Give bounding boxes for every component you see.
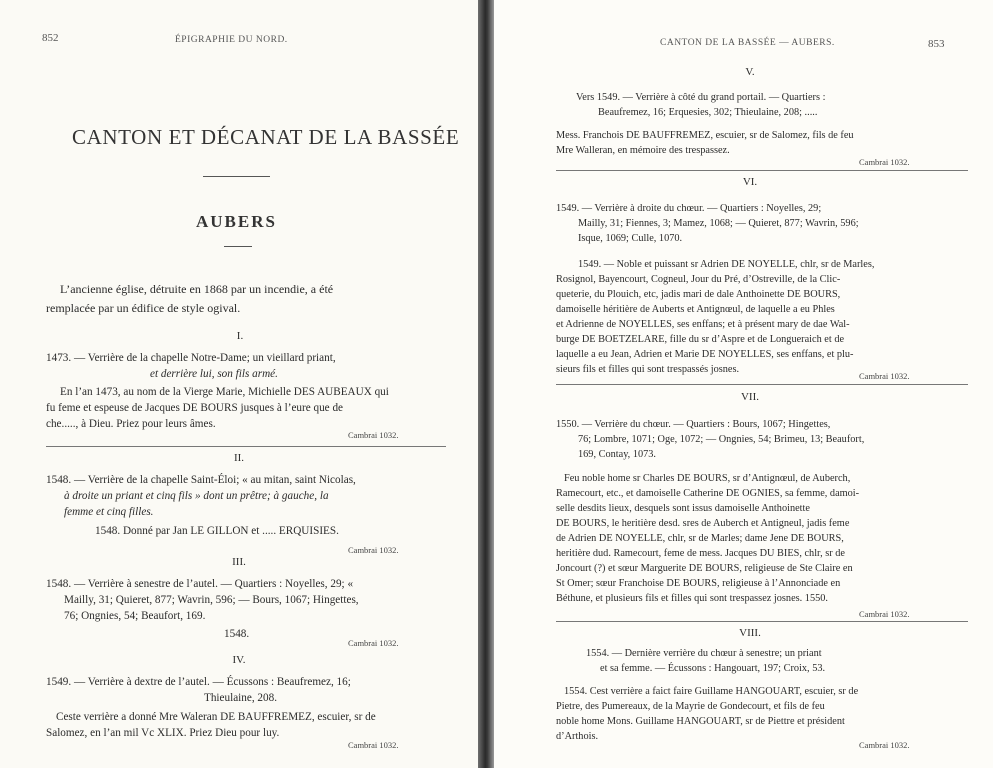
running-head: ÉPIGRAPHIE DU NORD. xyxy=(175,35,288,45)
entry-heading: 1548. — Verrière à senestre de l’autel. — Quartiers : Noyelles, 29; « Mailly, 31; Quieret, 877; Wavrin, 596; — Bours, 1067; Hingettes, 76; Ongnies, 54; Beaufort, 169. xyxy=(46,578,359,622)
section-separator xyxy=(46,446,446,447)
source-reference: Cambrai 1032. xyxy=(348,638,399,648)
entry-heading: Vers 1549. — Verrière à côté du grand portail. — Quartiers : Beaufremez, 16; Erquesies, 302; Thieulaine, 208; ..... xyxy=(576,92,826,118)
entry-heading: 1549. — Verrière à dextre de l’autel. — Écussons : Beaufremez, 16; Thieulaine, 208. xyxy=(46,676,351,704)
entry-text: En l’an 1473, au nom de la Vierge Marie, Michielle DES AUBEAUX qui fu feme et espeuse de Jacques DE BOURS jusques à l’eure que de che....., à Dieu. Priez pour leurs âmes. xyxy=(46,386,389,430)
source-reference: Cambrai 1032. xyxy=(859,740,910,750)
page-number: 853 xyxy=(928,38,945,50)
entry-heading: 1473. — Verrière de la chapelle Notre-Dame; un vieillard priant, et derrière lui, son fils armé. xyxy=(46,352,336,380)
section-numeral: V. xyxy=(745,66,755,78)
running-head: CANTON DE LA BASSÉE — AUBERS. xyxy=(660,38,835,48)
left-page xyxy=(0,0,478,768)
source-reference: Cambrai 1032. xyxy=(348,430,399,440)
entry-heading: 1554. — Dernière verrière du chœur à senestre; un priant et sa femme. — Écussons : Hangouart, 197; Croix, 53. xyxy=(586,648,826,674)
source-reference: Cambrai 1032. xyxy=(348,545,399,555)
source-reference: Cambrai 1032. xyxy=(348,740,399,750)
section-numeral: II. xyxy=(233,452,245,464)
entry-heading: 1548. — Verrière de la chapelle Saint-Éloi; « au mitan, saint Nicolas, à droite un priant et cinq fils » dont un prêtre; à gauche, la femme et cinq filles. xyxy=(46,474,356,518)
subtitle-rule xyxy=(224,246,252,247)
entry-heading: 1549. — Verrière à droite du chœur. — Quartiers : Noyelles, 29; Mailly, 31; Fiennes, 3; Mamez, 1068; — Quieret, 877; Wavrin, 596; Isque, 1069; Culle, 1070. xyxy=(556,203,859,244)
section-numeral: IV. xyxy=(232,654,246,666)
page-title: CANTON ET DÉCANAT DE LA BASSÉE xyxy=(72,125,460,149)
book-gutter xyxy=(478,0,494,768)
section-numeral: VI. xyxy=(742,176,758,188)
section-numeral: I. xyxy=(236,330,244,342)
page-number: 852 xyxy=(42,32,59,44)
section-numeral: III. xyxy=(232,556,246,568)
section-numeral: VIII. xyxy=(739,627,761,639)
section-separator xyxy=(556,384,968,385)
entry-text: Mess. Franchois DE BAUFFREMEZ, escuier, sr de Salomez, fils de feu Mre Walleran, en mémoire des trespassez. xyxy=(556,130,854,156)
section-separator xyxy=(556,621,968,622)
title-rule xyxy=(203,176,270,177)
section-separator xyxy=(556,170,968,171)
intro-paragraph: L’ancienne église, détruite en 1868 par un incendie, a été remplacée par un édifice de style ogival. xyxy=(46,282,334,315)
entry-text: 1548. Donné par Jan LE GILLON et ..... ERQUISIES. xyxy=(95,525,339,537)
entry-text: 1554. Cest verrière a faict faire Guillame HANGOUART, escuier, sr de Pietre, des Pumereaux, de la Mayrie de Gondecourt, et fils de feu noble home Mons. Guillame HANGOUART, sr de Piettre et président d’Arthois. xyxy=(556,686,859,742)
entry-heading: 1550. — Verrière du chœur. — Quartiers : Bours, 1067; Hingettes, 76; Lombre, 1071; Oge, 1072; — Ongnies, 54; Brimeu, 13; Beaufort, 169, Contay, 1073. xyxy=(556,419,865,460)
source-reference: Cambrai 1032. xyxy=(859,371,910,381)
entry-text: 1549. — Noble et puissant sr Adrien DE NOYELLE, chlr, sr de Marles, Rosignol, Bayencourt, Cogneul, Jour du Pré, d’Ostreville, de la Clic- queterie, du Plouich, etc, jadis mari de dale Anthoinette DE BOURS, damoiselle héritière de Auberts et Antignœul, de laquelle a eu Phles et Adrienne de NOYELLES, ses enffans; et à présent mary de dae Wal- burge DE BOETZELARE, fille du sr d’Aspre et de Longueraich et de laquelle a eu Jean, Adrien et Marie DE NOYELLES, ses enffans, et plu- sieurs fils et filles qui sont trespassés josnes. xyxy=(556,259,875,375)
source-reference: Cambrai 1032. xyxy=(859,609,910,619)
source-reference: Cambrai 1032. xyxy=(859,157,910,167)
entry-text: 1548. xyxy=(224,628,250,640)
entry-text: Feu noble home sr Charles DE BOURS, sr d’Antignœul, de Auberch, Ramecourt, etc., et damoiselle Catherine DE OGNIES, sa femme, damoi- selle desdits lieux, desquels sont issus damoiselle Anthoinette DE BOURS, le heritière desd. sres de Auberch et Antigneul, jadis feme de Adrien DE NOYELLE, chlr, sr de Marles; dame Jene DE BOURS, heritière dud. Ramecourt, feme de mess. Jacques DU BIES, chlr, sr de Joncourt (?) et sœur Marguerite DE BOURS, religieuse de Ste Claire en St Omer; sœur Franchoise DE BOURS, religieuse à l’Annonciade en Béthune, et plusieurs fils et filles qui sont trespassez josnes. 1550. xyxy=(556,473,860,604)
page-subtitle: AUBERS xyxy=(196,212,277,231)
right-page xyxy=(494,0,993,768)
entry-text: Ceste verrière a donné Mre Waleran DE BAUFFREMEZ, escuier, sr de Salomez, en l’an mil Vc XLIX. Priez Dieu pour luy. xyxy=(46,711,376,739)
section-numeral: VII. xyxy=(740,391,760,403)
